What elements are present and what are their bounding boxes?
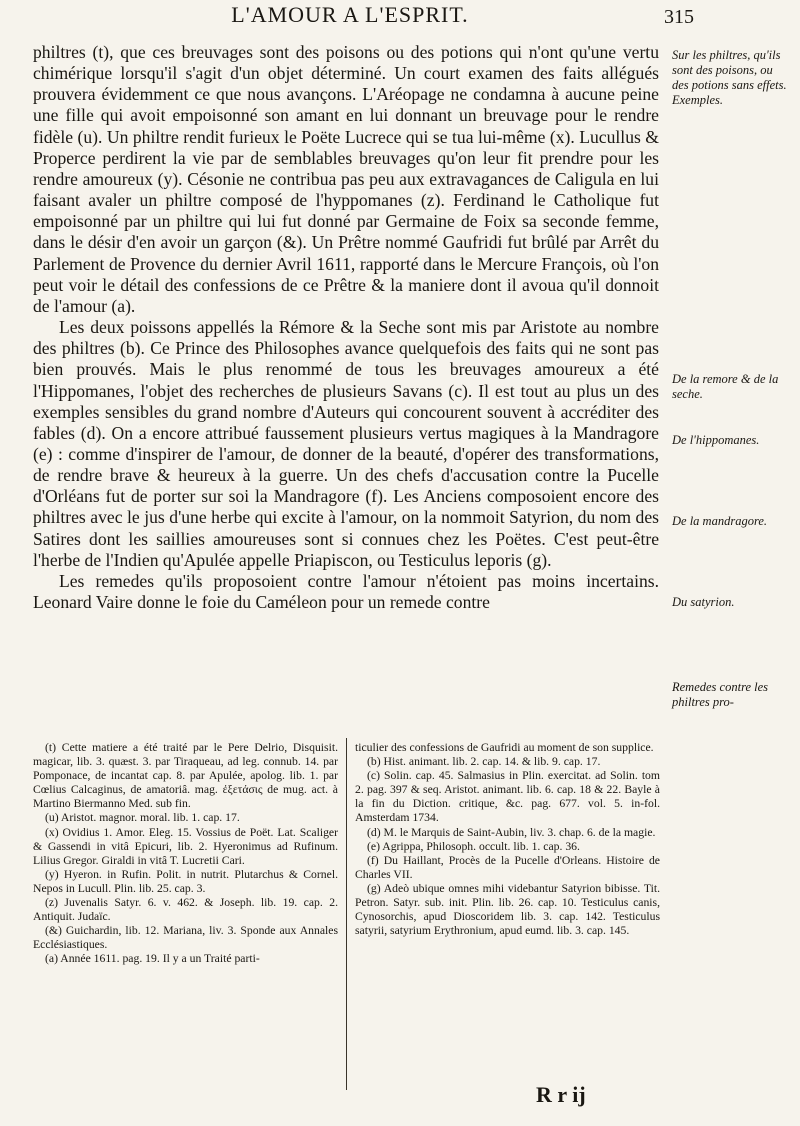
footnotes-left-column — [33, 741, 338, 967]
footnote-b: (b) Hist. animant. lib. 2. cap. 14. & lib. 9. cap. 17. — [367, 755, 601, 769]
footnote-f: (f) Du Haillant, Procès de la Pucelle d'Orleans. Histoire de Charles VII. — [355, 853, 660, 881]
signature-mark: R r ij — [536, 1082, 586, 1107]
paragraph-1: philtres (t), que ces breuvages sont des poisons ou des potions qui n'ont qu'une vertu chimérique lorsqu'il s'agit d'un objet déterminé. Un court examen des faits allégués prouvera évidemment ce que nous avançons. L'Aréopage ne condamna à aucune peine une fille qui avoit empoisonné son amant en lui donnant un breuvage pour le rendre fidèle (u). Un philtre rendit furieux le Poëte Lucrece qui se tua lui-même (x). Lucullus & Properce perdirent la vie par de semblables breuvages qu'on leur fit prendre pour les rendre amoureux (y). Césonie ne contribua pas peu aux extravagances de Caligula en lui faisant avaler un philtre composé de l'hyppomanes (z). Ferdinand le Catholique fut empoisonné par un philtre qui lui fut donné par Germaine de Foix sa seconde femme, dans le désir d'en avoir un garçon (&). Un Prêtre nommé Gaufridi fut brûlé par Arrêt du Parlement de Provence du dernier Avril 1611, rapporté dans le Mercure François, où l'on peut voir le détail des confessions de ce Prêtre & la maniere dont il avoua qu'il donnoit de l'amour (a). — [33, 42, 659, 316]
margin-note-remedes: Remedes contre les philtres pro- — [672, 680, 769, 709]
margin-note-hippomanes: De l'hippomanes. — [672, 433, 760, 447]
footnotes-right-column — [355, 741, 660, 938]
footnote-z: (z) Juvenalis Satyr. 6. v. 462. & Joseph. lib. 19. cap. 2. Antiquit. Judaïc. — [33, 896, 338, 924]
footnote-e: (e) Agrippa, Philosoph. occult. lib. 1. cap. 36. — [367, 839, 580, 853]
margin-note-remore: De la remore & de la seche. — [672, 372, 779, 401]
footnote-a: (a) Année 1611. pag. 19. Il y a un Traité parti- — [45, 952, 260, 966]
page-number: 315 — [664, 6, 694, 28]
margin-note-mandragore: De la mandragore. — [672, 514, 768, 528]
footnote-c: (c) Solin. cap. 45. Salmasius in Plin. exercitat. ad Solin. tom 2. pag. 397 & seq. Aristot. animant. lib. 6. cap. 18 & 22. Bayle à la fin du Diction. critique, &c. pag. 677. vol. 5. in-fol. Amsterdam 1734. — [355, 769, 660, 825]
footnote-t: (t) Cette matiere a été traité par le Pere Delrio, Disquisit. magicar, lib. 3. quæst. 3. par Tiraqueau, ad leg. connub. 14. par Pomponace, de incantat cap. 8. par Apulée, apolog. lib. 1. par Cœlius Calcaginus, de amatoriâ. mag. ἐξετάσις de mug. act. à Martino Biermanno Med. sub fin. — [33, 741, 338, 811]
footnote-u: (u) Aristot. magnor. moral. lib. 1. cap. 17. — [45, 811, 240, 825]
running-title: L'AMOUR A L'ESPRIT. — [231, 2, 469, 27]
footnote-amp: (&) Guichardin, lib. 12. Mariana, liv. 3. Sponde aux Annales Ecclésiastiques. — [33, 924, 338, 952]
margin-note-philtres: Sur les philtres, qu'ils sont des poisons, ou des potions sans effets. Exemples. — [672, 48, 787, 107]
footnote-column-divider — [346, 738, 347, 1090]
footnote-y: (y) Hyeron. in Rufin. Polit. in nutrit. Plutarchus & Cornel. Nepos in Lucull. Plin. lib. 25. cap. 3. — [33, 867, 338, 895]
footnote-x: (x) Ovidius 1. Amor. Eleg. 15. Vossius de Poët. Lat. Scaliger & Gassendi in vitâ Epicuri, lib. 2. Hyeronimus ad Rufinum. Lilius Gregor. Giraldi in vitâ T. Lucretii Cari. — [33, 825, 338, 867]
paragraph-3: Les remedes qu'ils proposoient contre l'amour n'étoient pas moins incertains. Leonard Vaire donne le foie du Caméleon pour un remede contre — [33, 570, 659, 613]
paragraph-2: Les deux poissons appellés la Rémore & la Seche sont mis par Aristote au nombre des philtres (b). Ce Prince des Philosophes avance quelquefois des faits qui ne sont pas bien prouvés. Mais le plus renommé de tous les breuvages amoureux a été l'Hippomanes, l'objet des recherches de plusieurs Savans (c). Il est tout au plus un des exemples sensibles du grand nombre d'Auteurs qui concourent souvent à accréditer des fables (d). On a encore attribué faussement plusieurs vertus magiques à la Mandragore (e) : comme d'inspirer de l'amour, de donner de la beauté, d'opérer des transformations, de rendre brave & heureux à la guerre. Un des chefs d'accusation contre la Pucelle d'Orléans fut de porter sur soi la Mandragore (f). Les Anciens composoient encore des philtres avec le jus d'une herbe qui excite à l'amour, on la nommoit Satyrion, du nom des Satires dont les saillies amoureuses sont si connues chez les Poëtes. C'est peut-être l'herbe de l'Indien qu'Apulée appelle Priapiscon, ou Testiculus leporis (g). — [33, 317, 659, 570]
footnote-d: (d) M. le Marquis de Saint-Aubin, liv. 3. chap. 6. de la magie. — [367, 825, 656, 839]
footnote-a-continued: ticulier des confessions de Gaufridi au moment de son supplice. — [355, 741, 654, 754]
margin-note-satyrion: Du satyrion. — [672, 595, 735, 609]
footnote-g: (g) Adeò ubique omnes mihi videbantur Satyrion bibisse. Tit. Petron. Satyr. sub. init. Plin. lib. 26. cap. 10. Testiculus canis, Cynosorchis, apud Dioscoridem lib. 3. cap. 142. Testiculus satyrii, satyrium Erythronium, apud eumd. lib. 3. cap. 145. — [355, 881, 660, 938]
main-text — [33, 42, 659, 613]
